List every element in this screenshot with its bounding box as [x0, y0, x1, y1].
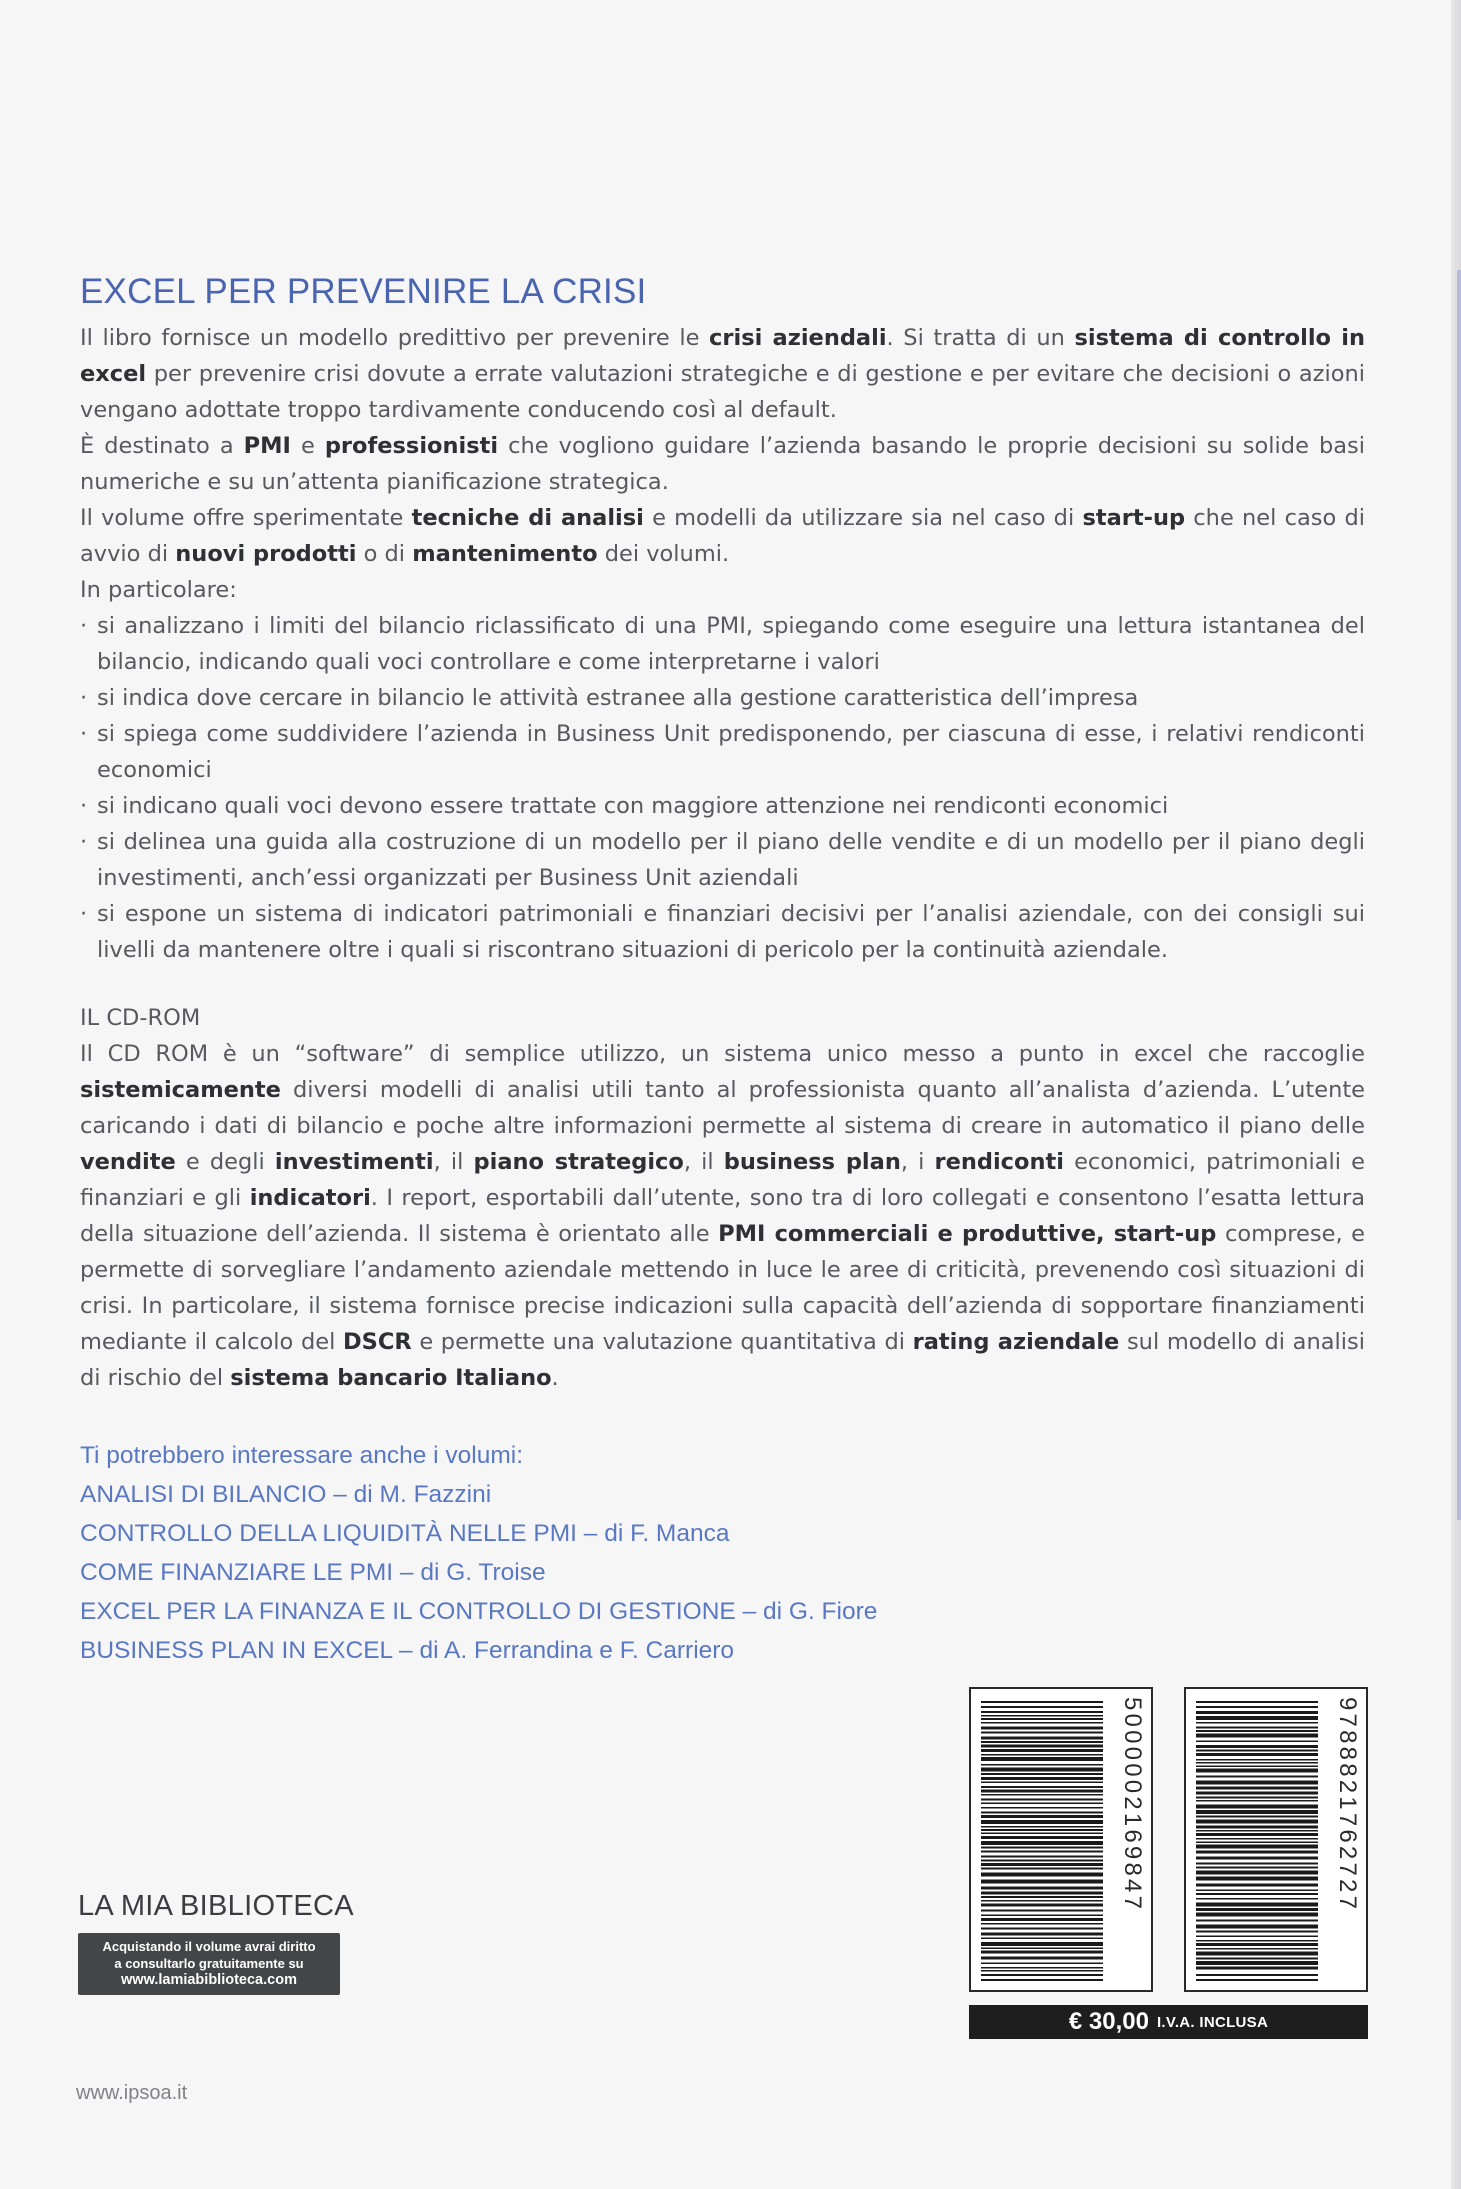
barcode-bar — [981, 1794, 1103, 1796]
barcode-bar — [981, 1970, 1103, 1972]
barcode-bar — [981, 1829, 1103, 1831]
feature-list — [80, 608, 1365, 968]
barcode-bar — [1196, 1792, 1318, 1795]
barcode-bar — [1196, 1826, 1318, 1829]
barcode-bar — [1196, 1851, 1318, 1854]
barcode-bar — [1196, 1884, 1318, 1887]
barcode-1-bars — [981, 1701, 1111, 1981]
barcode-bar — [1196, 1913, 1318, 1917]
brand-box-line-1: Acquistando il volume avrai diritto — [102, 1939, 316, 1954]
barcode-bar — [981, 1847, 1103, 1849]
related-volume-item: COME FINANZIARE LE PMI – di G. Troise — [80, 1559, 546, 1586]
barcode-bar — [1196, 1741, 1318, 1743]
back-cover-text — [80, 270, 1365, 1670]
bullet-dot: · — [80, 613, 88, 639]
barcode-bar — [981, 1836, 1103, 1839]
barcode-bar — [1196, 1903, 1318, 1907]
related-volume-item: BUSINESS PLAN IN EXCEL – di A. Ferrandina e F. Carriero — [80, 1637, 735, 1664]
barcode-bar — [1196, 1838, 1318, 1840]
barcode-bar — [981, 1923, 1103, 1925]
barcode-bar — [981, 1732, 1103, 1734]
barcode-bar — [981, 1863, 1103, 1866]
barcode-2-bars — [1196, 1701, 1326, 1981]
barcode-bar — [1196, 1745, 1318, 1748]
price-tag — [969, 2005, 1368, 2039]
feature-list-item — [80, 896, 1365, 968]
barcode-bar — [1196, 1805, 1318, 1809]
related-volume-item: EXCEL PER LA FINANZA E IL CONTROLLO DI GESTIONE – di G. Fiore — [80, 1598, 878, 1625]
barcode-bar — [981, 1860, 1103, 1862]
feature-list-item — [80, 788, 1365, 824]
barcode-bar — [1196, 1727, 1318, 1729]
barcode-bar — [1196, 1845, 1318, 1849]
related-volumes — [80, 1436, 1365, 1670]
price-vat: I.V.A. INCLUSA — [1156, 2013, 1269, 2031]
barcode-bar — [1196, 1961, 1318, 1965]
barcode-bar — [1196, 1722, 1318, 1724]
barcode-bar — [1196, 1762, 1318, 1764]
barcode-bar — [981, 1757, 1103, 1761]
barcode-bar — [1196, 1863, 1318, 1865]
barcode-bar — [981, 1928, 1103, 1930]
barcode-bar — [981, 1820, 1103, 1824]
brand-box-line-2: a consultarlo gratuitamente su — [114, 1956, 304, 1971]
brand-info-box — [78, 1933, 340, 1995]
cd-rom-paragraph: Il CD ROM è un “software” di semplice utilizzo, un sistema unico messo a punto in excel che raccoglie sistemicamente diversi modelli di analisi utili tanto al professionista quanto all’analista d’azienda. L’utente caricando i dati di bilancio e poche altre informazioni permette al sistema di creare in automatico il piano delle vendite e degli investimenti, il piano strategico, il business plan, i rendiconti economici, patrimoniali e finanziari e gli indicatori. I report, esportabili dall’utente, sono tra di loro collegati e consentono l’esatta lettura della situazione dell’azienda. Il sistema è orientato alle PMI commerciali e produttive, start-up comprese, e permette di sorvegliare l’andamento aziendale mettendo in luce le aree di criticità, prevenendo così situazioni di crisi. In particolare, il sistema fornisce precise indicazioni sulla capacità dell’azienda di sopportare finanziamenti mediante il calcolo del DSCR e permette una valutazione quantitativa di rating aziendale sul modello di analisi di rischio del sistema bancario Italiano. — [80, 1041, 1365, 1391]
barcode-bar — [981, 1741, 1103, 1743]
barcode-bar — [1196, 1871, 1318, 1875]
barcode-bar — [981, 1722, 1103, 1724]
barcode-bar — [1196, 1974, 1318, 1976]
barcode-bar — [981, 1918, 1103, 1921]
bullet-dot: · — [80, 901, 88, 927]
barcode-bar — [1196, 1893, 1318, 1895]
feature-list-text: si indica dove cercare in bilancio le attività estranee alla gestione caratteristica dell’impresa — [97, 685, 1139, 711]
barcode-bar — [981, 1764, 1103, 1766]
barcode-bar — [1196, 1816, 1318, 1818]
barcode-bar — [981, 1777, 1103, 1780]
barcode-bar — [981, 1737, 1103, 1740]
barcode-bar — [981, 1979, 1103, 1981]
barcode-bar — [1196, 1730, 1318, 1732]
barcode-bar — [981, 1807, 1103, 1809]
barcode-2 — [1184, 1687, 1368, 1992]
bullet-dot: · — [80, 793, 88, 819]
barcode-bar — [981, 1790, 1103, 1793]
barcode-2-number: 9788821762727 — [1334, 1697, 1361, 1913]
barcode-bar — [1196, 1940, 1318, 1942]
barcode-bar — [981, 1896, 1103, 1898]
related-volume-item: ANALISI DI BILANCIO – di M. Fazzini — [80, 1481, 492, 1508]
feature-list-text: si espone un sistema di indicatori patrimoniali e finanziari decisivi per l’analisi aziendale, con dei consigli sui livelli da mantenere oltre i quali si riscontrano situazioni di pericolo per la continuità aziendale. — [97, 901, 1365, 963]
barcode-bar — [1196, 1711, 1318, 1714]
barcode-bar — [1196, 1979, 1318, 1981]
barcode-bar — [981, 1786, 1103, 1788]
barcode-bar — [1196, 1776, 1318, 1778]
barcode-bar — [981, 1799, 1103, 1801]
intro-paragraph-2: È destinato a PMI e professionisti che vogliono guidare l’azienda basando le proprie decisioni su solide basi numeriche e su un’attenta pianificazione strategica. — [80, 433, 1365, 495]
intro-paragraph-3: Il volume offre sperimentate tecniche di analisi e modelli da utilizzare sia nel caso di start-up che nel caso di avvio di nuovi prodotti o di mantenimento dei volumi. — [80, 505, 1365, 567]
barcode-bar — [981, 1880, 1103, 1884]
barcode-bar — [981, 1904, 1103, 1907]
bullet-dot: · — [80, 829, 88, 855]
intro-paragraph-1: Il libro fornisce un modello predittivo per prevenire le crisi aziendali. Si tratta di un sistema di controllo in excel per prevenire crisi dovute a errate valutazioni strategiche e di gestione e per evitare che decisioni o azioni vengano adottate troppo tardivamente conducendo così al default. — [80, 325, 1365, 423]
barcode-bar — [1196, 1800, 1318, 1802]
barcode-bar — [1196, 1766, 1318, 1768]
barcode-bar — [981, 1833, 1103, 1835]
book-title: EXCEL PER PREVENIRE LA CRISI — [80, 272, 647, 311]
barcode-bar — [1196, 1810, 1318, 1814]
barcode-bar — [981, 1910, 1103, 1912]
barcode-bar — [981, 1749, 1103, 1752]
feature-list-item — [80, 716, 1365, 788]
spine-accent — [1457, 270, 1461, 1520]
price-amount: € 30,00 — [1068, 2008, 1149, 2035]
barcode-bar — [1196, 1797, 1318, 1799]
barcode-bar — [1196, 1943, 1318, 1946]
barcode-bar — [1196, 1931, 1318, 1933]
barcode-bar — [1196, 1948, 1318, 1950]
barcode-bar — [981, 1718, 1103, 1720]
barcode-bar — [1196, 1898, 1318, 1900]
barcode-bar — [981, 1974, 1103, 1976]
feature-list-text: si delinea una guida alla costruzione di un modello per il piano delle vendite e di un modello per il piano degli investimenti, anch’essi organizzati per Business Unit aziendali — [97, 829, 1365, 891]
barcode-bar — [1196, 1716, 1318, 1720]
barcode-bar — [1196, 1890, 1318, 1892]
barcode-bar — [981, 1851, 1103, 1853]
barcode-bar — [981, 1782, 1103, 1784]
barcode-bar — [981, 1915, 1103, 1917]
barcode-bar — [981, 1938, 1103, 1940]
feature-list-text: si indicano quali voci devono essere trattate con maggiore attenzione nei rendiconti economici — [97, 793, 1169, 819]
barcode-bar — [1196, 1867, 1318, 1869]
barcode-bar — [981, 1873, 1103, 1877]
feature-list-item — [80, 608, 1365, 680]
barcode-bar — [1196, 1734, 1318, 1738]
barcode-bar — [1196, 1753, 1318, 1756]
cd-rom-heading: IL CD-ROM — [80, 1005, 201, 1031]
feature-list-text: si spiega come suddividere l’azienda in Business Unit predisponendo, per ciascuna di esse, i relativi rendiconti economici — [97, 721, 1365, 783]
barcode-bar — [1196, 1925, 1318, 1929]
barcode-bar — [981, 1701, 1103, 1703]
barcode-bar — [981, 1727, 1103, 1730]
barcode-bar — [981, 1942, 1103, 1946]
barcode-bar — [981, 1841, 1103, 1845]
barcode-bar — [1196, 1936, 1318, 1938]
bullet-dot: · — [80, 685, 88, 711]
barcode-bar — [981, 1933, 1103, 1936]
barcode-bar — [1196, 1967, 1318, 1970]
barcode-bar — [1196, 1781, 1318, 1785]
barcode-bar — [1196, 1820, 1318, 1824]
barcode-1-number: 5000002169847 — [1119, 1697, 1146, 1913]
barcode-bar — [1196, 1769, 1318, 1773]
barcode-bar — [1196, 1750, 1318, 1752]
brand-box-url: www.lamiabiblioteca.com — [121, 1972, 297, 1988]
barcode-bar — [981, 1957, 1103, 1960]
barcode-bar — [1196, 1833, 1318, 1836]
barcode-bar — [981, 1967, 1103, 1969]
barcode-bar — [981, 1803, 1103, 1805]
barcode-bar — [1196, 1908, 1318, 1911]
barcode-bar — [981, 1826, 1103, 1828]
related-volume-item: CONTROLLO DELLA LIQUIDITÀ NELLE PMI – di F. Manca — [80, 1520, 730, 1547]
barcode-bar — [1196, 1857, 1318, 1860]
barcode-bar — [1196, 1958, 1318, 1960]
feature-list-item — [80, 680, 1365, 716]
barcode-bar — [981, 1715, 1103, 1717]
barcode-bar — [981, 1868, 1103, 1870]
barcode-bar — [1196, 1706, 1318, 1708]
barcode-bar — [981, 1711, 1103, 1713]
feature-list-text: si analizzano i limiti del bilancio riclassificato di una PMI, spiegando come eseguire una lettura istantanea del bilancio, indicando quali voci controllare e come interpretarne i valori — [97, 613, 1365, 675]
barcode-bar — [981, 1768, 1103, 1772]
barcode-bar — [981, 1773, 1103, 1775]
barcode-bar — [981, 1900, 1103, 1902]
barcode-bar — [981, 1963, 1103, 1965]
barcode-bar — [981, 1948, 1103, 1950]
intro-paragraph-4: In particolare: — [80, 577, 237, 603]
feature-list-item — [80, 824, 1365, 896]
barcode-bar — [1196, 1787, 1318, 1790]
barcode-bar — [981, 1887, 1103, 1890]
barcode-bar — [981, 1812, 1103, 1814]
barcode-1 — [969, 1687, 1153, 1992]
barcode-bar — [981, 1951, 1103, 1954]
barcode-bar — [981, 1856, 1103, 1858]
barcode-bar — [981, 1892, 1103, 1895]
barcode-bar — [1196, 1830, 1318, 1832]
barcode-bar — [1196, 1920, 1318, 1922]
bullet-dot: · — [80, 721, 88, 747]
brand-name: LA MIA BIBLIOTECA — [78, 1890, 354, 1922]
barcode-bar — [1196, 1701, 1318, 1703]
barcode-bar — [1196, 1952, 1318, 1956]
barcode-bar — [1196, 1759, 1318, 1761]
barcode-bar — [981, 1754, 1103, 1756]
barcode-bar — [981, 1745, 1103, 1748]
barcode-bar — [1196, 1877, 1318, 1881]
barcode-bar — [981, 1706, 1103, 1708]
barcode-bar — [981, 1815, 1103, 1818]
barcode-bar — [1196, 1842, 1318, 1844]
publisher-website: www.ipsoa.it — [76, 2082, 188, 2104]
related-intro: Ti potrebbero interessare anche i volumi: — [80, 1442, 524, 1469]
